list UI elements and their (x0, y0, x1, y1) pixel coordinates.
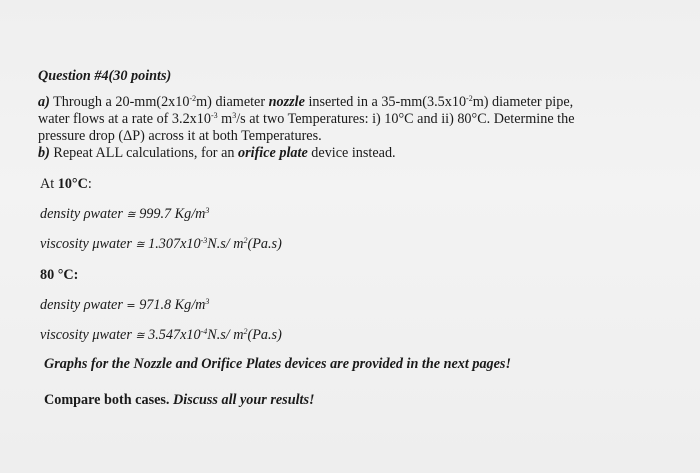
graphs-note: Graphs for the Nozzle and Orifice Plates devices are provided in the next pages! (44, 356, 511, 372)
compare-line: Compare both cases. Discuss all your results! (44, 392, 315, 408)
t10-density: density ρwater ≅ 999.7 $Kg/m^3$ (40, 206, 210, 222)
part-b-line: b) Repeat ALL calculations, for an orifice plate device instead. (38, 145, 396, 161)
part-a-line-3: pressure drop (ΔP) across it at both Temperatures. (38, 128, 322, 144)
t80-viscosity: viscosity μwater ≅ $3.547x10^{-4}N.s/$ $m^2(Pa.s)$ (40, 327, 282, 343)
question-title: Question #4(30 points) (38, 68, 172, 84)
part-a-label: a) (38, 94, 50, 110)
t80-heading: 80 °C: (40, 267, 79, 283)
t10-heading: At 10°C: (40, 176, 92, 192)
part-a-line-2: water flows at a rate of $3.2x10^{-3}$ $m^3/s$ at two Temperatures: i) 10°C and ii) 80°C. Determine the (38, 111, 575, 127)
part-b-label: b) (38, 145, 50, 161)
t10-viscosity: viscosity μwater ≅ $1.307x10^{-3}N.s/$ $m^2(Pa.s)$ (40, 236, 282, 252)
t80-density: density ρwater = 971.8 $Kg/m^3$ (40, 297, 210, 313)
orifice-plate-term: orifice plate (238, 145, 308, 161)
nozzle-term: nozzle (268, 94, 305, 110)
part-a-line-1: a) Through a $20-mm(2x10^{-2}m)$ diameter nozzle inserted in a $35-mm(3.5x10^{-2}m)$ diameter pipe, (38, 94, 574, 110)
